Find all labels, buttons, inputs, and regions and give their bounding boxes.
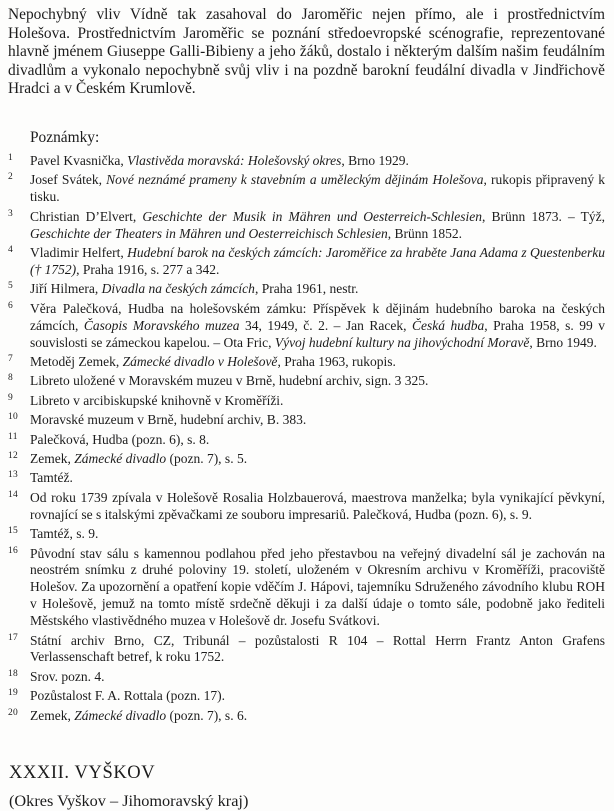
footnote-text <box>30 470 73 485</box>
footnote-item <box>8 470 605 487</box>
footnote-text <box>30 432 209 447</box>
footnote-text-segment: (pozn. 7), s. 5. <box>166 450 248 466</box>
footnote-text <box>30 153 409 168</box>
section-subheading: (Okres Vyškov – Jihomoravský kraj) <box>9 790 249 810</box>
footnote-text-segment: , Praha 1961, nestr. <box>254 281 359 297</box>
footnote-text <box>30 633 605 665</box>
footnote-text-segment: Věra Palečková, Hudba na holešovském zámku: Příspěvek k dějinám hudebního baroka na českých zámcích, <box>30 300 605 333</box>
footnote-number: 5 <box>8 281 14 292</box>
footnote-text <box>30 209 605 241</box>
footnote-text <box>30 301 605 350</box>
footnote-text-segment: Zemek, <box>30 707 75 723</box>
footnote-number: 20 <box>8 707 19 718</box>
footnote-item <box>8 432 605 449</box>
footnote-item <box>8 209 605 243</box>
footnote-number: 16 <box>8 545 19 556</box>
footnote-text-segment: Od roku 1739 zpívala v Holešově Rosalia Holzbauerová, maestrova manželka; byla vynikající pěvkyní, rovnající se s italskými zpěvačkami ze souboru impresariů. Palečková, Hudba (pozn. 6), s. 9. <box>30 489 605 522</box>
footnote-text-segment: , Praha 1916, s. 277 a 342. <box>76 261 220 277</box>
footnote-number: 9 <box>8 392 14 403</box>
footnote-number: 4 <box>8 245 14 255</box>
footnote-text-segment: Zámecké divadlo <box>74 707 167 723</box>
footnote-text-segment: Česká hudba <box>411 317 485 333</box>
footnote-item <box>8 688 605 705</box>
footnote-text-segment: Pozůstalost F. A. Rottala (pozn. 17). <box>30 688 226 704</box>
footnote-item <box>8 669 605 686</box>
footnote-text-segment: Geschichte der Musik in Mähren und Oesterreich-Schlesien <box>142 208 483 224</box>
footnote-text-segment: Zámecké divadlo <box>74 450 167 466</box>
footnote-text <box>30 354 396 369</box>
footnote-text-segment: Nové neznámé prameny k stavebním a uměleckým dějinám Holešova <box>106 172 484 188</box>
footnote-item <box>8 373 605 390</box>
footnote-text-segment: Libreto uložené v Moravském muzeu v Brně, hudební archiv, sign. 3 325. <box>30 373 429 389</box>
notes-heading: Poznámky: <box>30 128 100 146</box>
footnote-text-segment: Christian D’Elvert, <box>30 208 143 224</box>
footnote-text-segment: Pavel Kvasnička, <box>30 152 128 168</box>
footnote-text-segment: Vývoj hudební kultury na jihovýchodní Moravě <box>274 334 530 350</box>
footnotes-list <box>8 153 605 725</box>
footnote-number: 19 <box>8 688 19 699</box>
footnote-text <box>30 281 358 296</box>
footnote-text-segment: , Praha 1963, rukopis. <box>277 353 396 369</box>
footnote-item <box>8 153 605 170</box>
footnote-text <box>30 490 605 522</box>
footnote-text-segment: Metoděj Zemek, <box>30 353 123 369</box>
footnote-text-segment: 34, 1949, č. 2. – Jan Racek, <box>239 317 412 333</box>
footnote-number: 18 <box>8 668 19 679</box>
footnote-text-segment: , Praha 1958, s. 99 v souvislosti se zámeckou kapelou. – Ota Fric, <box>30 317 605 350</box>
footnote-text-segment: Moravské muzeum v Brně, hudební archiv, B. 383. <box>30 412 307 428</box>
intro-paragraph: Nepochybný vliv Vídně tak zasahoval do Jaroměřic nejen přímo, ale i prostřednictvím Holešova. Prostřednictvím Jaroměřic se poznání středoevropské scénografie, reprezentované hlavně jménem Giuseppe Galli-Bibieny a jeho žáků, dostalo i některým dalším našim feudálním divadlům a vykonalo nepochybně svůj vliv i na pozdně barokní feudální divadla v Jindřichově Hradci a v Českém Krumlově. <box>8 6 605 98</box>
footnote-text-segment: Geschichte der Theaters in Mähren und Oesterreichisch Schlesien <box>30 225 388 241</box>
footnote-item <box>8 245 605 279</box>
footnote-item <box>8 393 605 410</box>
footnote-text-segment: Vladimir Helfert, <box>30 245 128 260</box>
footnote-text-segment: , Brünn 1852. <box>387 225 463 241</box>
footnote-number: 7 <box>8 353 14 364</box>
footnote-text-segment: Hudební barok na českých zámcích: Jaroměřice za hraběte Jana Adama z Questenberku († 1752) <box>30 245 605 277</box>
footnote-text-segment: , Brno 1929. <box>341 152 409 168</box>
footnote-text <box>30 708 247 723</box>
footnote-number: 6 <box>8 300 14 311</box>
footnote-number: 17 <box>8 632 19 643</box>
footnote-text <box>30 546 605 629</box>
footnote-text <box>30 393 283 408</box>
footnote-item <box>8 412 605 429</box>
footnote-text <box>30 526 98 541</box>
footnote-text-segment: (pozn. 7), s. 6. <box>166 707 248 723</box>
footnote-number: 10 <box>8 412 19 423</box>
footnote-number: 15 <box>8 526 19 537</box>
footnote-text-segment: Palečková, Hudba (pozn. 6), s. 8. <box>30 431 210 447</box>
footnote-number: 12 <box>8 450 19 461</box>
footnote-text-segment: Srov. pozn. 4. <box>30 668 105 684</box>
footnote-item <box>8 172 605 206</box>
footnote-text <box>30 245 605 277</box>
footnote-item <box>8 490 605 524</box>
footnote-text-segment: Tamtéž, s. 9. <box>30 526 99 542</box>
footnote-text-segment: Státní archiv Brno, CZ, Tribunál – pozůstalosti R 104 – Rottal Herrn Frantz Anton Grafens Verlassenschaft betref, k roku 1752. <box>30 632 605 665</box>
footnote-item <box>8 354 605 371</box>
footnote-number: 13 <box>8 470 19 481</box>
footnote-text <box>30 412 306 427</box>
footnote-number: 14 <box>8 489 19 500</box>
footnote-item <box>8 281 605 298</box>
footnote-text-segment: , Brünn 1873. – Týž, <box>482 208 606 224</box>
footnote-text-segment: Josef Svátek, <box>30 172 107 188</box>
footnote-number: 3 <box>8 208 14 219</box>
footnote-text-segment: Jiří Hilmera, <box>30 281 102 297</box>
footnote-text-segment: Zemek, <box>30 450 75 466</box>
footnote-item <box>8 633 605 667</box>
footnote-number: 2 <box>8 172 14 183</box>
footnote-item <box>8 526 605 543</box>
footnote-text-segment: Libreto v arcibiskupské knihovně v Kroměříži. <box>30 392 284 408</box>
footnote-text-segment: , Brno 1949. <box>529 334 597 350</box>
footnote-text-segment: Tamtéž. <box>30 470 73 486</box>
footnote-item <box>8 546 605 631</box>
footnote-text <box>30 688 225 703</box>
footnote-text <box>30 373 428 388</box>
footnote-number: 8 <box>8 373 14 384</box>
footnote-text <box>30 669 105 684</box>
footnote-item <box>8 301 605 352</box>
footnote-text-segment: Vlastivěda moravská: Holešovský okres <box>127 152 342 168</box>
footnote-text-segment: , rukopis připravený k tisku. <box>30 172 605 205</box>
footnote-text-segment: Časopis Moravského muzea <box>83 317 240 333</box>
footnote-text-segment: Divadla na českých zámcích <box>101 281 255 297</box>
footnote-item <box>8 451 605 468</box>
footnote-number: 11 <box>8 431 18 442</box>
section-heading: XXXII. VYŠKOV <box>9 762 156 783</box>
footnote-text-segment: Původní stav sálu s kamennou podlahou před jeho přestavbou na veřejný divadelní sál je zachován na neostrém snímku z druhé poloviny 19. století, uloženém v Okresním archivu v Kroměříži, pracoviště Holešov. Za upozornění a opatření kopie vděčím J. Hápovi, tajemníku Sdruženého závodního klubu ROH v Holešově, jemuž na tomto místě srdečně děkuji i za další údaje o tomto sále, podobně jako řediteli Městského vlastivědného muzea v Holešově dr. Josefu Svátkovi. <box>30 545 605 629</box>
footnote-text <box>30 172 605 204</box>
footnote-item <box>8 708 605 725</box>
footnote-text-segment: Zámecké divadlo v Holešově <box>122 353 278 369</box>
footnote-text <box>30 451 247 466</box>
footnote-number: 1 <box>8 152 14 163</box>
